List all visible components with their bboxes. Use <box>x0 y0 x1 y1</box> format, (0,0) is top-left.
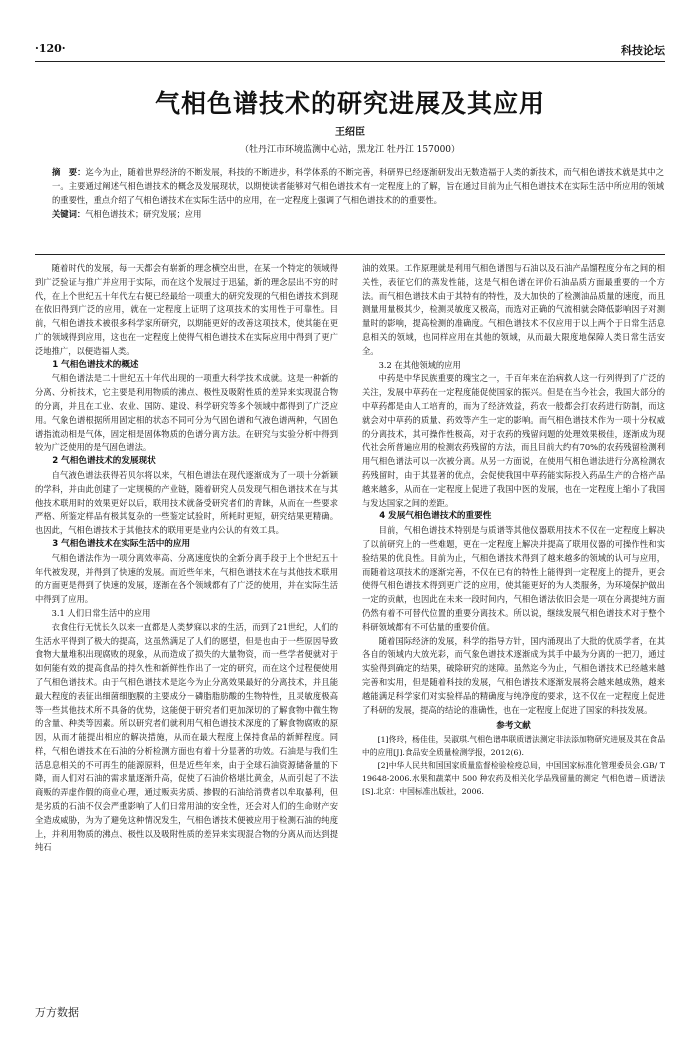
reference-2: [2]中华人民共和国国家质量监督检验检疫总局，中国国家标准化管理委员会.GB/ T 19648-2006.水果和蔬菜中 500 种农药及相关化学品残留量的测定 气相色谱－质谱法[S].北京：中国标准出版社，2006. <box>362 761 665 797</box>
left-column <box>35 262 338 855</box>
page-number: ·120· <box>35 42 66 55</box>
running-header <box>35 42 665 62</box>
author: 王绍臣 <box>335 127 365 138</box>
section-heading-1: 1 气相色谱技术的概述 <box>52 359 139 370</box>
subsection-heading-3-1: 3.1 人们日常生活中的应用 <box>51 607 151 618</box>
subsection-3-2-paragraph: 中药是中华民族重要的瑰宝之一，千百年来在治病救人这一行列得到了广泛的关注，发展中草药在一定程度能促使国家的振兴。但是在当今社会，我国大部分的中草药都是由人工培育的，而为了经济效益，药农一般都会打农药进行防制，而这就会对中草药的质量、药效等产生一定的影响。而气相色谱技术作为一项十分权威的分离技术，其可操作性极高，对于农药的残留问题的处理效果极佳，逐渐成为现代社会所普遍应用的检测农药残留的方法，而且目前大约有70%的农药残留检测利用气相色谱法可以一次被分离。从另一方面说，在使用气相色谱法进行分离检测农药残留时，由于其显著的优点，会促使我国中草药能实际投入药品生产的合格产品越来越多，从而在一定程度上促进了我国中医的发展，也在一定程度上缩小了我国与发达国家之间的差距。 <box>362 373 665 508</box>
abstract <box>52 165 664 207</box>
section-heading-4: 4 发展气相色谱技术的重要性 <box>379 511 492 522</box>
source-watermark: 万方数据 <box>35 1006 79 1019</box>
reference-1: [1]佟玲，杨佳佳，吴淑琪.气相色谱串联质谱法测定非法添加物研究进展及其在食品中的应用[J].食品安全质量检测学报，2012(6). <box>362 735 665 758</box>
section-1-paragraph: 气相色谱法是二十世纪五十年代出现的一项重大科学技术成就。这是一种新的分离、分析技术，它主要是利用物质的沸点、极性及吸附性质的差异来实现混合物的分离，并且在工业、农业、国防、建设、科学研究等多个领域中都得到了广泛应用。气象色谱根据所用固定相的状态不同可分为气固色谱和气液色谱两种，气固色谱指流动相是气体，固定相是固体物质的色谱分离方法。在研究与实验分析中得到较为广泛使用的是气固色谱法。 <box>35 373 338 453</box>
section-heading-2: 2 气相色谱技术的发展现状 <box>52 456 156 467</box>
keywords <box>52 207 664 221</box>
section-2-paragraph: 自气液色谱法获得若贝尔将以来，气相色谱法在现代逐渐成为了一项十分新颖的学科，并由此创建了一定规模的产业链，随着研究人员发现气相色谱技术在与其他技术联用时的效果更好以后，联用技术就备受研究者们的青睐，从而在一些要求严格、所鉴定样品有极其复杂的一些鉴定试验时，所耗时更短，研究结果更精确。也因此，气相色谱技术于其他技术的联用更是业内公认的有效工具。 <box>35 469 338 536</box>
article-title: 气相色谱技术的研究进展及其应用 <box>154 89 545 118</box>
section-3-paragraph: 气相色谱法作为一项分离效率高、分离速度快的全新分离手段于上个世纪五十年代被发现，并得到了快速的发展。而近些年来，气相色谱技术在与其他技术联用的方面更是得到了快速的发展，逐渐在各个领域都有了广泛的使用，并在实际生活中得到了应用。 <box>35 552 338 605</box>
header-rule <box>35 61 665 62</box>
journal-name: 科技论坛 <box>621 44 665 57</box>
section-heading-3: 3 气相色谱技术在实际生活中的应用 <box>52 538 191 549</box>
conclusion-paragraph: 随着国际经济的发展，科学的指导方针，国内涌现出了大批的优质学者，在其各自的领域内大放光彩，而气象色谱技术逐渐成为其手中最为分离的一把刀，通过实验得到确定的结果，破除研究的迷障。虽然迄今为止，气相色谱技术已经越来越完善和实用，但是随着科技的发展，气相色谱技术逐渐发展将会越来越成熟，越来越能满足科学家们对实验样品的精确度与纯净度的要求，这不仅在一定程度上促进了科研的发展，提高的结论的准确性，也在一定程度上促进了国家的科技发展。 <box>362 635 665 715</box>
keywords-label: 关键词： <box>52 209 86 219</box>
abstract-rule <box>35 254 665 255</box>
abstract-label: 摘 要： <box>52 167 86 177</box>
references-heading: 参考文献 <box>496 721 531 732</box>
affiliation: （牡丹江市环境监测中心站，黑龙江 牡丹江 157000） <box>239 145 461 155</box>
intro-paragraph: 随着时代的发展，每一天都会有崭新的理念横空出世，在某一个特定的领域得到广泛验证与推广并应用于实际，而在这个发展过于迅猛，新的理念层出不穷的时代，在上个世纪五十年代左右便已经最给一项重大的研究发现的气相色谱技术到现在依旧得到广泛的应用，就在一定程度上证明了这项技术的实用性于可靠性。目前，气相色谱技术被很多科学家所研究，以期能更好的改善这项技术，使其能在更广的领域得到应用，这也在一定程度上使得气相色谱技术在实际应用中得到了更广泛地推广，以便造福人类。 <box>35 263 338 356</box>
abstract-text: 迄今为止，随着世界经济的不断发展，科技的不断进步，科学体系的不断完善，科研界已经逐渐研发出无数造福于人类的新技术，而气相色谱技术就是其中之一。主要通过阐述气相色谱技术的概念及发展现状，以期使读者能够对气相色谱技术有一定程度上的了解，旨在通过目前为止气相色谱技术在实际生活中所应用的领域的重要性，重点介绍了气相色谱技术在实际生活中的应用，在一定程度上强调了气相色谱技术的的重要性。 <box>52 167 664 205</box>
continued-paragraph: 油的效果。工作原理就是利用气相色谱图与石油以及石油产品馏程度分布之间的相关性，表征它们的蒸发性能，这是气相色谱在评价石油品质方面最重要的一个方法。而气相色谱技术由于其特有的特性，及大加快的了检测油品质量的速度，而且测量用量极其少，检测灵敏度又极高，而选对正确的气流相就会降低影响因子对测量时的影响，提高检测的准确度。气相色谱技术不仅应用于以上两个于日常生活息息相关的领域，也同样应用在其他的领域，从而最大限度地保障人类日常生活安全。 <box>362 263 665 356</box>
subsection-heading-3-2: 3.2 在其他领域的应用 <box>378 359 461 370</box>
right-column <box>362 262 665 798</box>
subsection-3-1-paragraph: 衣食住行无忧长久以来一直都是人类梦寐以求的生活，而到了21世纪，人们的生活水平得到了极大的提高，这虽然满足了人们的愿望，但是也由于一些原因导致食物大量堆积出现腐败的现象，从而造成了损失的大量物资，而一些学者便就对于如何能有效的提高食品的持久性和新鲜性作出了一定的研究，而在这个过程便使用了气相色谱技术。由于气相色谱技术是迄今为止分离效果最好的分离技术，并且能最大程度的表征出细菌细胞膜的主要成分－磷脂脂肪酸的生物特性，且灵敏度极高等一些其他技术所不具备的优势，这能便于研究者们更加深切的了解食物中微生物的含量、种类等因素。所以研究者们就利用气相色谱技术深度的了解食物腐败的原因，从而才能提出相应的解决措施，从而在最大程度上保持食品的新鲜程度。同样，气相色谱技术在石油的分析检测方面也有着十分显著的功效。石油是与我们生活息息相关的不可再生的能源原料，但是近些年来，由于全球石油资源储备量的下降，而人们对石油的需求量逐渐升高，促使了石油价格堪比黄金，从而引起了不法商贩的弄虚作假的商业心理，通过贩卖劣质、掺假的石油给消费者以牟取暴利，但是劣质的石油不仅会严重影响了人们日常用油的安全性，还会对人们的生命财产安全造成威胁，为为了避免这种情况发生，气相色谱技术便被应用于检测石油的纯度上，并利用物质的沸点、极性以及吸附性质的差异来实现混合物的分离从而达到提纯石 <box>35 621 338 853</box>
section-4-paragraph: 目前，气相色谱技术特别是与质谱等其他仪器联用技术不仅在一定程度上解决了以前研究上的一些难题，更在一定程度上解决并提高了联用仪器的可操作性和实验结果的优良性。目前为止，气相色谱技术得到了越来越多的领域的认可与应用，而随着这项技术的逐渐完善，不仅在已有的特性上能得到一定程度上的提升，更会使得气相色谱技术得到更广泛的应用，使其能更好的为人类服务，为环境保护做出一定的贡献，也因此在未来一段时间内，气相色谱法依旧会是一项在分离提纯方面仍然有着不可替代位置的重要分离技术。所以说，继续发展气相色谱技术对于整个科研领域都有不可估量的重要价值。 <box>362 525 665 632</box>
abstract-block <box>52 165 664 221</box>
keywords-text: 气相色谱技术；研究发展；应用 <box>85 209 202 219</box>
